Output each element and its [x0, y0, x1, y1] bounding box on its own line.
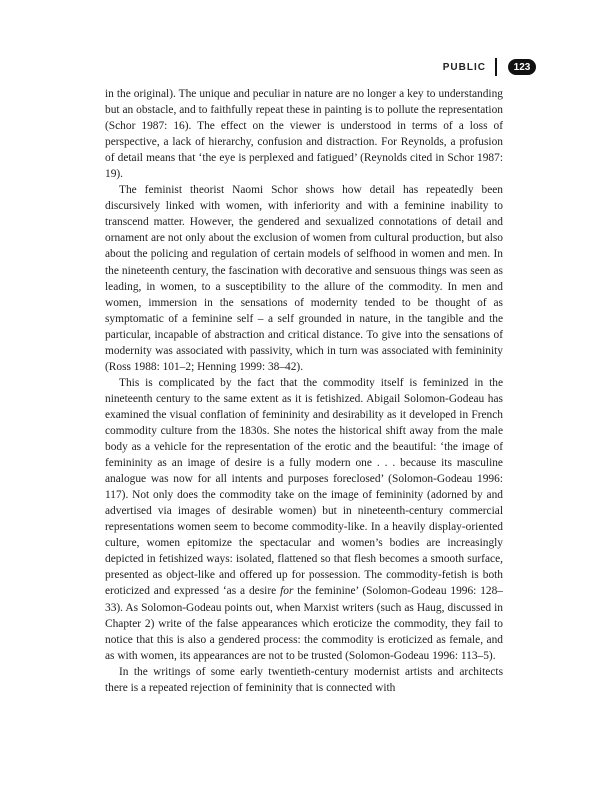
paragraph-1: in the original). The unique and peculiar in nature are no longer a key to understanding but an obstacle, and to faithfully repeat these in painting is to pollute the representation (Schor 1987: 16). The effect on the viewer is understood in terms of a loss of perspective, a lack of hierarchy, confusion and distraction. For Reynolds, a profusion of detail means that ‘the eye is perplexed and fatigued’ (Reynolds cited in Schor 1987: 19).: [105, 88, 503, 181]
running-head-section-title: PUBLIC: [442, 61, 486, 73]
paragraph-3: [105, 375, 503, 664]
running-head-rule: [495, 58, 497, 76]
running-head: [443, 57, 536, 77]
page-number-badge: 123: [508, 59, 536, 75]
paragraph-4: In the writings of some early twentieth-century modernist artists and architects there is a repeated rejection of femininity that is connected with: [105, 665, 503, 694]
body-text: [105, 86, 503, 696]
paragraph-3-emphasis: for: [280, 585, 294, 598]
paragraph-3-part-a: This is complicated by the fact that the commodity itself is feminized in the nineteenth century to the same extent as it is fetishized. Abigail Solomon-Godeau has examined the visual conflation of femininity and desirability as it developed in French commodity culture from the 1830s. She notes the historical shift away from the male body as a vehicle for the representation of the erotic and the beautiful: ‘the image of femininity as an image of desire is a fully modern one . . . because its masculine analogue was now for all intents and purposes foreclosed’ (Solomon-Godeau 1996: 117). Not only does the commodity take on the image of femininity (adorned by and advertised via images of desirable women) but in nineteenth-century commercial representations women seem to become commodity-like. In a heavily display-oriented culture, women epitomize the spectacular and women’s bodies are increasingly depicted in fetishized ways: isolated, flattened so that flesh becomes a smooth surface, presented as object-like and offered up for possession. The commodity-fetish is both eroticized and expressed ‘as a desire: [105, 376, 503, 598]
paragraph-3-part-b: the feminine’ (Solomon-Godeau 1996: 128–33). As Solomon-Godeau points out, when Marxist writers (such as Haug, discussed in Chapter 2) write of the false appearances which eroticize the commodity, they fail to notice that this is also a gendered process: the commodity is eroticized as female, and as with women, its appearances are not to be trusted (Solomon-Godeau 1996: 113–5).: [105, 585, 503, 662]
paragraph-2: The feminist theorist Naomi Schor shows how detail has repeatedly been discursively linked with women, with inferiority and with a feminine inability to transcend matter. However, the gendered and sexualized connotations of detail and ornament are not only about the exclusion of women from cultural production, but also about the policing and regulation of certain models of selfhood in women and men. In the nineteenth century, the fascination with decorative and sensuous things was seen as leading, in women, to a susceptibility to the allure of the commodity. In men and women, immersion in the sensations of modernity tended to be thought of as symptomatic of a feminine self – a self grounded in nature, in the tangible and the particular, incapable of abstraction and critical distance. To give into the sensations of modernity was associated with passivity, which in turn was associated with femininity (Ross 1988: 101–2; Henning 1999: 38–42).: [105, 184, 503, 373]
